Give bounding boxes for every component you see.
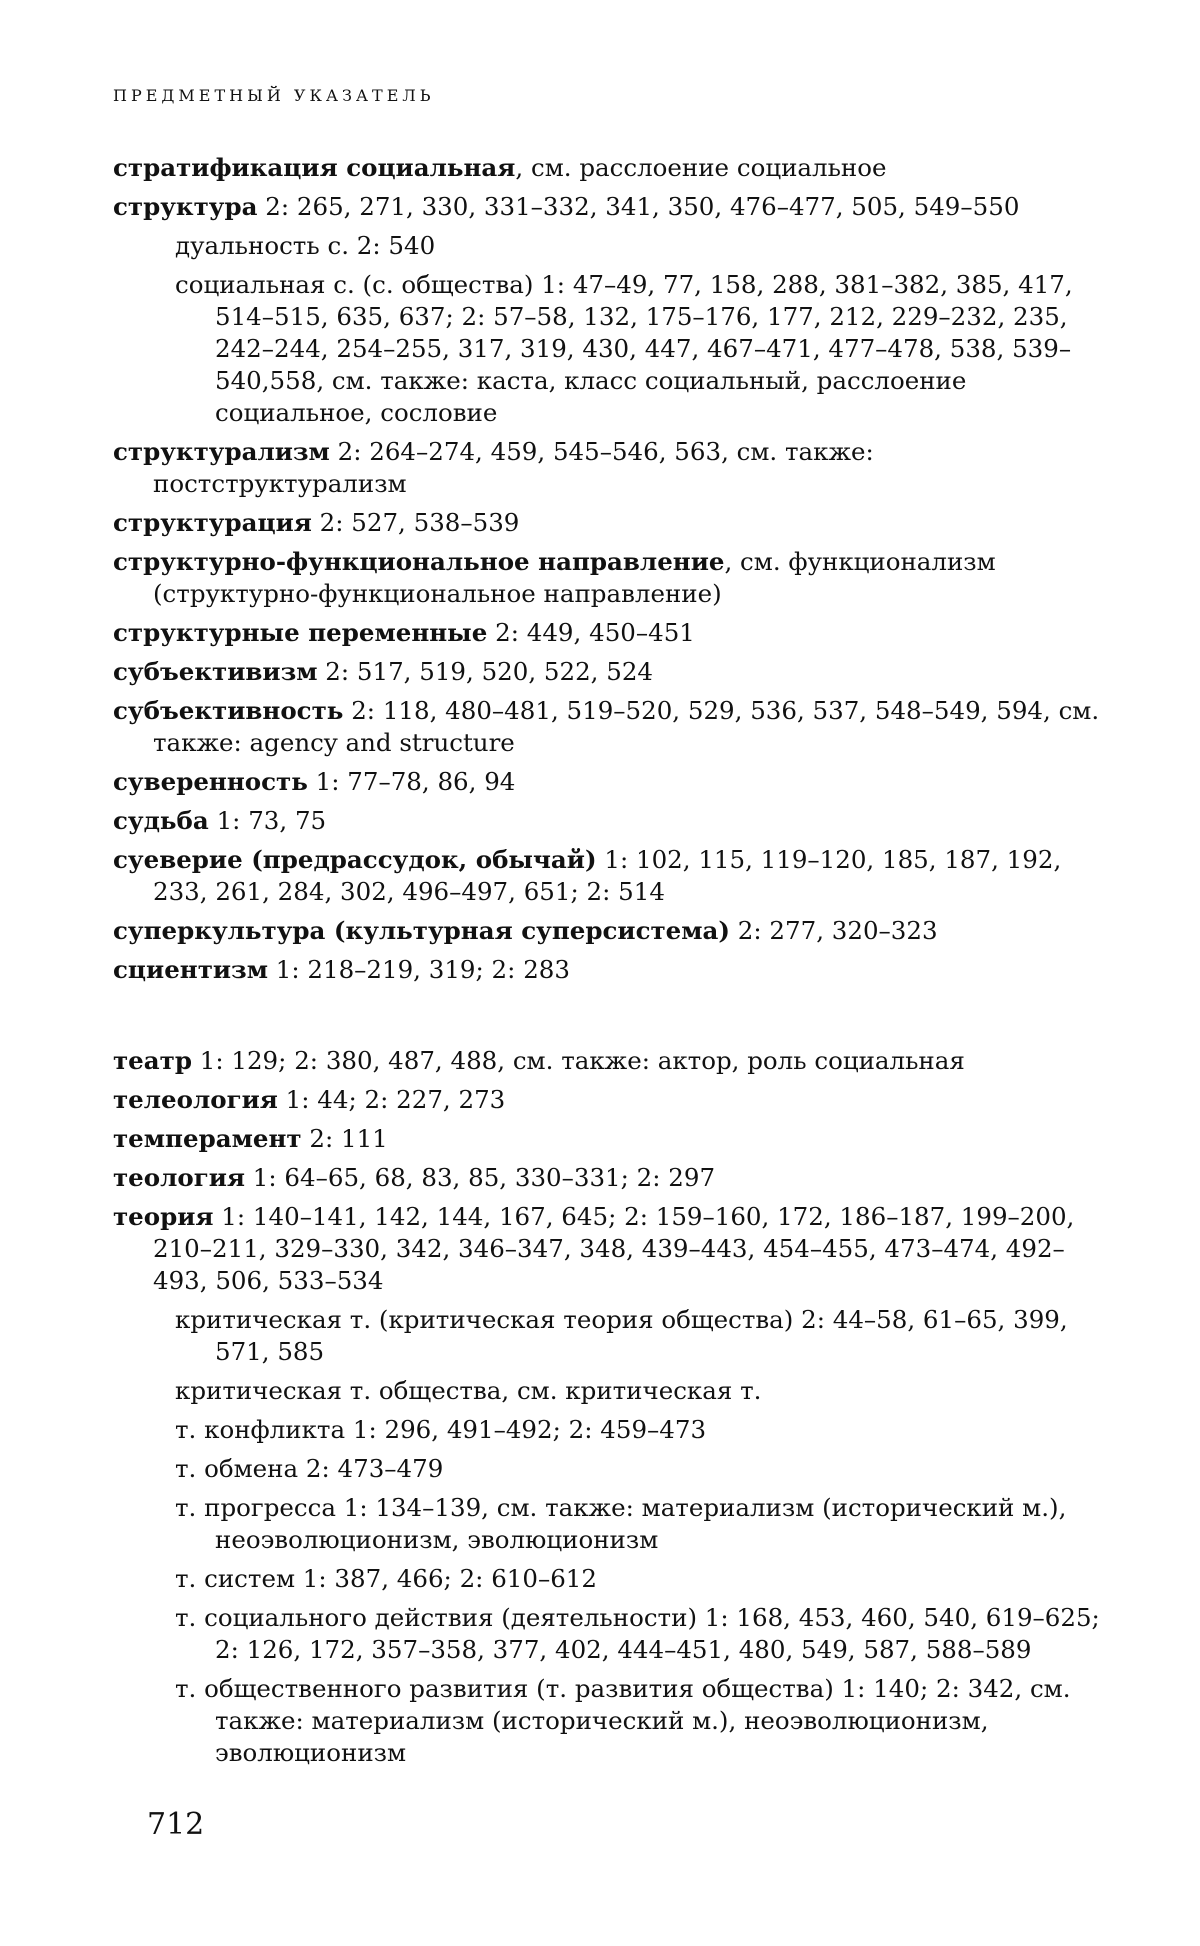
index-page-refs: 1: 140–141, 142, 144, 167, 645; 2: 159–160, 172, 186–187, 199–200, 210–211, 329–330, 342, 346–347, 348, 439–443, 454–455, 473–474, 492–493, 506, 533–534: [153, 1202, 1075, 1295]
index-entry: [113, 766, 1103, 798]
index-term: театр: [113, 1046, 192, 1075]
subject-index: [113, 152, 1103, 1776]
index-entry: [113, 191, 1103, 223]
index-entry: [113, 436, 1103, 500]
subentry-text: т. прогресса 1: 134–139, см. также: материализм (исторический м.), неоэволюционизм, эволюционизм: [175, 1493, 1067, 1554]
running-header: ПРЕДМЕТНЫЙ УКАЗАТЕЛЬ: [113, 86, 435, 105]
index-term: теория: [113, 1202, 214, 1231]
subentry-text: дуальность с. 2: 540: [175, 231, 436, 260]
index-term: структурация: [113, 508, 312, 537]
index-entry: [113, 546, 1103, 610]
index-page-refs: 1: 218–219, 319; 2: 283: [267, 955, 570, 984]
index-entry: [113, 1123, 1103, 1155]
index-entry: [113, 915, 1103, 947]
subentry-text: т. обмена 2: 473–479: [175, 1454, 444, 1483]
page-number: 712: [147, 1807, 205, 1842]
index-page-refs: , см. расслоение социальное: [515, 153, 887, 182]
subentry-text: критическая т. (критическая теория общества) 2: 44–58, 61–65, 399, 571, 585: [175, 1305, 1068, 1366]
index-term: структура: [113, 192, 258, 221]
index-entry: [113, 617, 1103, 649]
index-term: субъективность: [113, 696, 344, 725]
index-entry: [113, 954, 1103, 986]
index-subentry: [175, 1602, 1103, 1666]
index-term: структурные переменные: [113, 618, 488, 647]
index-entry: [113, 1201, 1103, 1297]
index-entry: [113, 695, 1103, 759]
index-subentry: [175, 230, 1103, 262]
index-page-refs: 1: 102, 115, 119–120, 185, 187, 192, 233, 261, 284, 302, 496–497, 651; 2: 514: [153, 845, 1062, 906]
index-page-refs: 2: 517, 519, 520, 522, 524: [317, 657, 654, 686]
index-term: суперкультура (культурная суперсистема): [113, 916, 731, 945]
index-entry: [113, 805, 1103, 837]
index-page-refs: 2: 264–274, 459, 545–546, 563, см. также: постструктурализм: [153, 437, 874, 498]
index-page-refs: 1: 77–78, 86, 94: [307, 767, 516, 796]
index-subentry: [175, 1304, 1103, 1368]
index-entry: [113, 844, 1103, 908]
subentry-text: критическая т. общества, см. критическая т.: [175, 1376, 762, 1405]
index-subentry: [175, 1563, 1103, 1595]
letter-section-gap: [113, 993, 1103, 1045]
index-subentry: [175, 1453, 1103, 1485]
subentry-text: т. систем 1: 387, 466; 2: 610–612: [175, 1564, 597, 1593]
index-entry: [113, 1045, 1103, 1077]
index-term: стратификация социальная: [113, 153, 516, 182]
index-entry: [113, 507, 1103, 539]
index-entry: [113, 1084, 1103, 1116]
index-term: структурно-функциональное направление: [113, 547, 725, 576]
index-page-refs: 1: 73, 75: [208, 806, 327, 835]
index-entry: [113, 152, 1103, 184]
index-page-refs: 2: 265, 271, 330, 331–332, 341, 350, 476–477, 505, 549–550: [257, 192, 1020, 221]
index-subentry: [175, 1492, 1103, 1556]
index-page-refs: 2: 111: [301, 1124, 388, 1153]
index-term: субъективизм: [113, 657, 318, 686]
subentry-text: т. социального действия (деятельности) 1: 168, 453, 460, 540, 619–625; 2: 126, 172, 357–358, 377, 402, 444–451, 480, 549, 587, 588–589: [175, 1603, 1100, 1664]
subentry-text: т. конфликта 1: 296, 491–492; 2: 459–473: [175, 1415, 707, 1444]
index-term: сциентизм: [113, 955, 268, 984]
index-page-refs: 2: 527, 538–539: [311, 508, 520, 537]
index-entry: [113, 1162, 1103, 1194]
index-term: теология: [113, 1163, 246, 1192]
index-subentry: [175, 1375, 1103, 1407]
index-term: структурализм: [113, 437, 330, 466]
index-subentry: [175, 269, 1103, 429]
index-page-refs: 1: 64–65, 68, 83, 85, 330–331; 2: 297: [245, 1163, 716, 1192]
index-page-refs: 1: 44; 2: 227, 273: [277, 1085, 506, 1114]
subentry-text: социальная с. (с. общества) 1: 47–49, 77, 158, 288, 381–382, 385, 417, 514–515, 635, 637; 2: 57–58, 132, 175–176, 177, 212, 229–232, 235, 242–244, 254–255, 317, 319, 430, 447, 467–471, 477–478, 538, 539–540,558, см. также: каста, класс социальный, расслоение социальное, сословие: [175, 270, 1073, 427]
subentry-text: т. общественного развития (т. развития общества) 1: 140; 2: 342, см. также: материализм (исторический м.), неоэволюционизм, эволюционизм: [175, 1674, 1071, 1767]
index-page-refs: , см. функционализм (структурно-функциональное направление): [153, 547, 996, 608]
index-term: судьба: [113, 806, 209, 835]
index-term: суверенность: [113, 767, 308, 796]
index-term: телеология: [113, 1085, 278, 1114]
index-entry: [113, 656, 1103, 688]
index-term: суеверие (предрассудок, обычай): [113, 845, 597, 874]
index-subentry: [175, 1414, 1103, 1446]
index-subentry: [175, 1673, 1103, 1769]
index-page-refs: 1: 129; 2: 380, 487, 488, см. также: актор, роль социальная: [191, 1046, 965, 1075]
index-page-refs: 2: 277, 320–323: [730, 916, 938, 945]
index-page-refs: 2: 118, 480–481, 519–520, 529, 536, 537, 548–549, 594, см. также: agency and structure: [153, 696, 1100, 757]
index-page-refs: 2: 449, 450–451: [487, 618, 695, 647]
index-term: темперамент: [113, 1124, 302, 1153]
